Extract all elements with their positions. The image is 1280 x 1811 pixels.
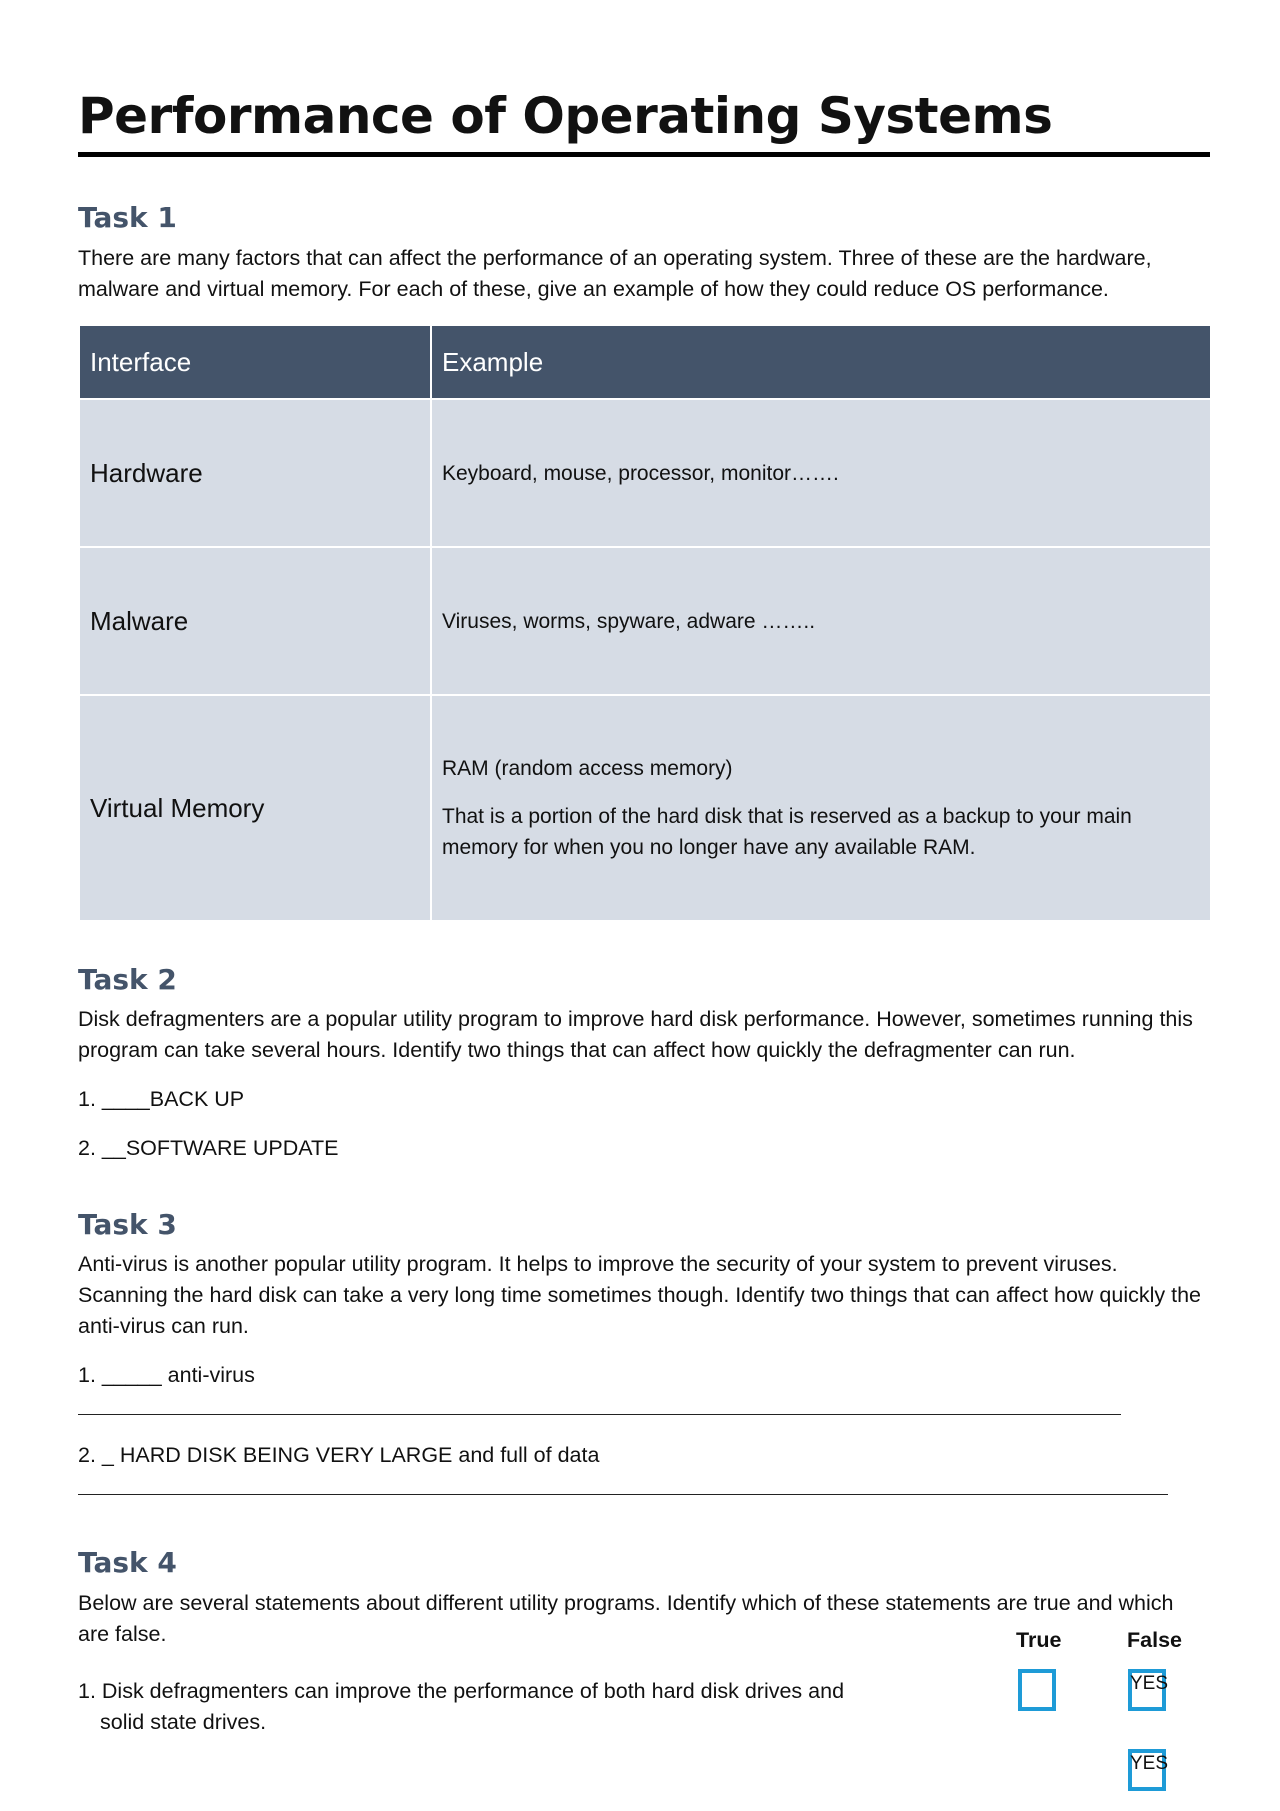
task4-heading: Task 4 <box>78 1546 177 1579</box>
task2-answer-2[interactable]: 2. __SOFTWARE UPDATE <box>78 1136 339 1160</box>
task4-text: Below are several statements about different utility programs. Identify which of these statements are true and which are false. <box>78 1591 1174 1646</box>
checkbox-answer: YES <box>1130 1753 1169 1774</box>
task3-answer-2[interactable]: 2. _ HARD DISK BEING VERY LARGE and full of data <box>78 1443 600 1467</box>
answer-line <box>78 1414 1121 1415</box>
table-row <box>79 399 1211 547</box>
task2-heading: Task 2 <box>78 963 177 996</box>
task3-text: Anti-virus is another popular utility program. It helps to improve the security of your system to prevent viruses. Scanning the hard disk can take a very long time sometimes though. Identify two things that can affect how quickly the anti-virus can run. <box>78 1252 1202 1338</box>
example-text: That is a portion of the hard disk that is reserved as a backup to your main memory for when you no longer have any available RAM. <box>442 805 1132 859</box>
false-column-label: False <box>1127 1628 1182 1652</box>
task2-answer-1[interactable]: 1. ____BACK UP <box>78 1087 245 1111</box>
task3-answer-1[interactable]: 1. _____ anti-virus <box>78 1363 255 1387</box>
row-example-hardware[interactable] <box>431 399 1211 547</box>
example-text: RAM (random access memory) <box>442 757 733 780</box>
statement2-false-checkbox[interactable] <box>1128 1749 1169 1791</box>
answer-line <box>78 1494 1168 1495</box>
row-name-malware: Malware <box>79 547 431 695</box>
task1-text: There are many factors that can affect the performance of an operating system. Three of these are the hardware, malware and virtual memory. For each of these, give an example of how they could reduce OS performance. <box>78 246 1152 301</box>
checkbox-answer: YES <box>1130 1673 1169 1694</box>
example-text: Keyboard, mouse, processor, monitor……. <box>442 461 839 485</box>
task4-statement-1: 1. Disk defragmenters can improve the performance of both hard disk drives and solid state drives. <box>78 1679 845 1734</box>
task2-text: Disk defragmenters are a popular utility program to improve hard disk performance. However, sometimes running this program can take several hours. Identify two things that can affect how quickly the defragmenter can run. <box>78 1007 1193 1062</box>
row-name-hardware: Hardware <box>79 399 431 547</box>
row-name-virtual-memory: Virtual Memory <box>79 695 431 921</box>
table-row <box>79 547 1211 695</box>
factors-table <box>78 324 1212 922</box>
row-example-virtual-memory[interactable] <box>431 695 1211 921</box>
table-header-example: Example <box>431 325 1211 399</box>
statement1-true-checkbox[interactable] <box>1018 1669 1056 1711</box>
page-title: Performance of Operating Systems <box>78 84 1210 157</box>
task1-heading: Task 1 <box>78 201 177 234</box>
row-example-malware[interactable] <box>431 547 1211 695</box>
true-column-label: True <box>1016 1628 1062 1652</box>
table-header-interface: Interface <box>79 325 431 399</box>
example-text: Viruses, worms, spyware, adware …….. <box>442 609 816 633</box>
task3-heading: Task 3 <box>78 1208 177 1241</box>
table-row <box>79 695 1211 921</box>
statement1-false-checkbox[interactable] <box>1128 1669 1169 1711</box>
table-header-row <box>79 325 1211 399</box>
